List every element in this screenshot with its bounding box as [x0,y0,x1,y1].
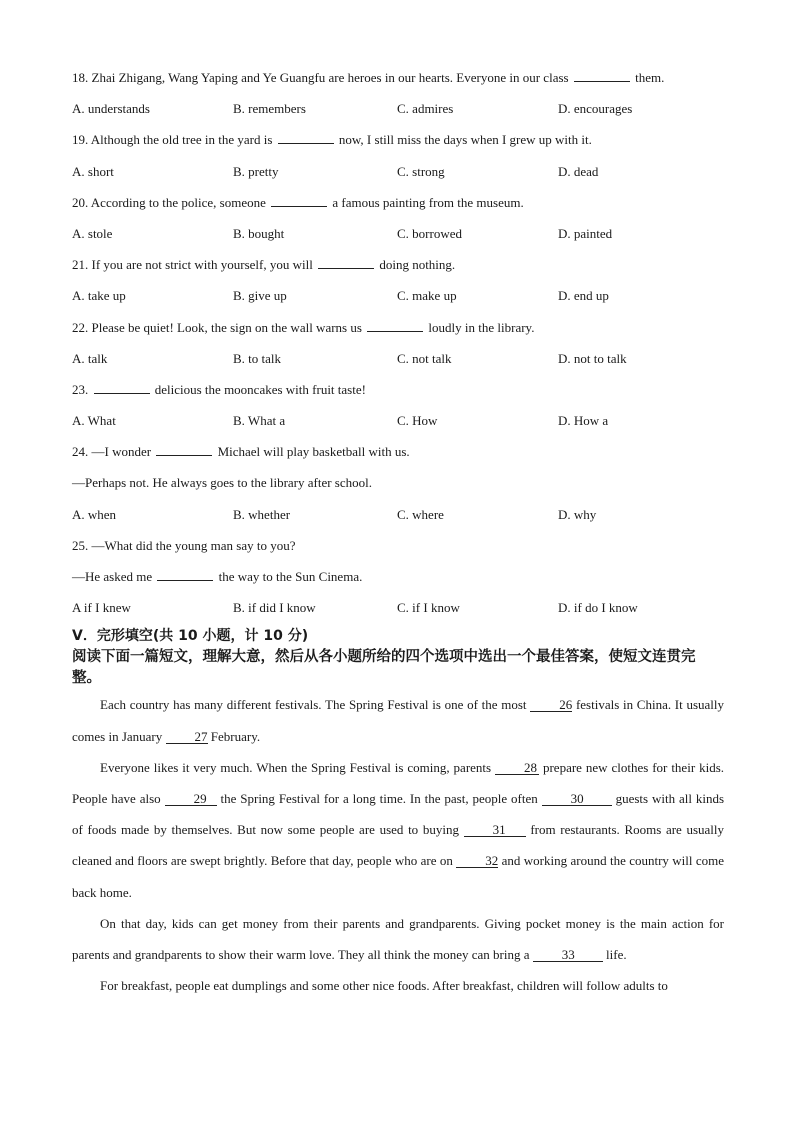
answer-blank [157,569,213,581]
option-d: D. dead [558,163,599,179]
answer-blank [94,382,150,394]
option-b: B. bought [233,225,285,241]
question-23-stem [72,374,724,405]
passage-text: from restaurants. Rooms are usually cleaned and floors are swept brightly. Before that day, people who are on [72,822,725,869]
option-c: C. not talk [397,350,452,366]
option-b: B. remembers [233,101,306,117]
blank-number: 33 [533,948,603,962]
question-20-options [72,218,724,249]
question-19-text: 19. Although the old tree in the yard is [72,132,273,148]
blank-number: 32 [456,854,498,868]
option-d: D. end up [558,288,609,304]
answer-blank [574,70,630,82]
question-22-stem [72,312,724,343]
passage-paragraph-1 [72,689,724,751]
question-22-text: 22. Please be quiet! Look, the sign on the wall warns us [72,319,362,335]
blank-number: 29 [165,792,217,806]
option-c: C. borrowed [397,225,462,241]
question-23-options [72,405,724,436]
question-21-text: 21. If you are not strict with yourself, you will [72,257,313,273]
option-b: B. give up [233,288,287,304]
question-24-options [72,499,724,530]
answer-blank [156,444,212,456]
option-c: C. make up [397,288,457,304]
passage-paragraph-3 [72,908,724,970]
blank-number: 30 [542,792,612,806]
passage-text: Each country has many different festivals. The Spring Festival is one of the most [100,697,527,713]
passage-paragraph-2 [72,752,724,908]
question-19-options [72,156,724,187]
option-b: B. whether [233,506,291,522]
option-d: D. encourages [558,101,633,117]
option-d: D. not to talk [558,350,627,366]
question-18-stem [72,62,724,93]
exam-page [72,62,724,1001]
answer-blank [278,132,334,144]
question-22-text-end: loudly in the library. [428,319,535,335]
question-22-options [72,343,724,374]
question-19-stem [72,124,724,155]
answer-blank [367,320,423,332]
option-b: B. pretty [233,163,279,179]
option-b: B. to talk [233,350,282,366]
option-d: D. painted [558,225,613,241]
question-20-stem [72,187,724,218]
passage-text: On that day, kids can get money from their parents and grandparents. Giving pocket money is the main action for parents and grandparents to show their warm love. They all think the money can bring a [72,915,724,962]
passage-paragraph-4: For breakfast, people eat dumplings and some other nice foods. After breakfast, children will follow adults to [100,978,668,994]
option-c: C. How [397,413,438,429]
option-b: B. if did I know [233,600,316,616]
question-19-text-end: now, I still miss the days when I grew up with it. [338,132,592,148]
question-20-text: 20. According to the police, someone [72,194,266,210]
option-d: D. if do I know [558,600,638,616]
option-c: C. strong [397,163,445,179]
question-24-text: 24. —I wonder [72,444,152,460]
question-23-text: 23. [72,381,89,397]
passage-text: and working around the country will come back home. [72,853,725,900]
question-18-text-end: them. [635,70,665,85]
question-25-reply [72,561,724,592]
blank-number: 31 [464,823,526,837]
question-24-reply: —Perhaps not. He always goes to the library after school. [72,475,373,491]
question-25-stem: 25. —What did the young man say to you? [72,537,296,553]
question-25-options [72,592,724,623]
blank-number: 27 [166,730,208,744]
option-a: A. talk [72,350,108,366]
passage-text: guests with all kinds of foods made by themselves. But now some people are used to buying [72,790,725,838]
question-18-options [72,93,724,124]
question-24-text-end: Michael will play basketball with us. [217,444,410,460]
section-instructions: 阅读下面一篇短文，理解大意，然后从各小题所给的四个选项中选出一个最佳答案，使短文连贯完整。 [72,649,696,687]
passage-text: festivals in China. It usually comes in January [72,697,725,744]
passage-text: February. [210,728,261,744]
option-c: C. where [397,506,444,522]
question-21-text-end: doing nothing. [379,257,456,273]
passage-text: life. [606,947,627,962]
blank-number: 26 [530,698,572,712]
option-a: A. short [72,163,114,179]
option-a: A. stole [72,225,113,241]
option-b: B. What a [233,413,286,429]
option-d: D. How a [558,413,609,429]
answer-blank [271,195,327,207]
option-c: C. if I know [397,600,460,616]
option-a: A. What [72,413,116,429]
option-a: A if I knew [72,600,131,616]
passage-text: prepare new clothes for their kids. People have also [72,759,724,806]
question-24-stem [72,436,724,467]
question-20-text-end: a famous painting from the museum. [332,194,524,210]
option-d: D. why [558,506,597,522]
question-18-text: 18. Zhai Zhigang, Wang Yaping and Ye Guangfu are heroes in our hearts. Everyone in our class [72,70,569,85]
option-a: A. when [72,506,117,522]
passage-text: the Spring Festival for a long time. In the past, people often [220,790,538,806]
question-23-text-end: delicious the mooncakes with fruit taste! [154,381,366,397]
question-21-stem [72,249,724,280]
passage-text: Everyone likes it very much. When the Spring Festival is coming, parents [100,759,492,775]
option-a: A. take up [72,288,126,304]
question-25-reply-end: the way to the Sun Cinema. [218,569,363,584]
section-title: Ⅴ．完形填空(共 10 小题，计 10 分) [72,628,309,645]
blank-number: 28 [495,761,539,775]
answer-blank [318,257,374,269]
question-21-options [72,280,724,311]
question-25-reply-text: —He asked me [72,569,153,584]
option-a: A. understands [72,101,150,117]
option-c: C. admires [397,101,454,117]
